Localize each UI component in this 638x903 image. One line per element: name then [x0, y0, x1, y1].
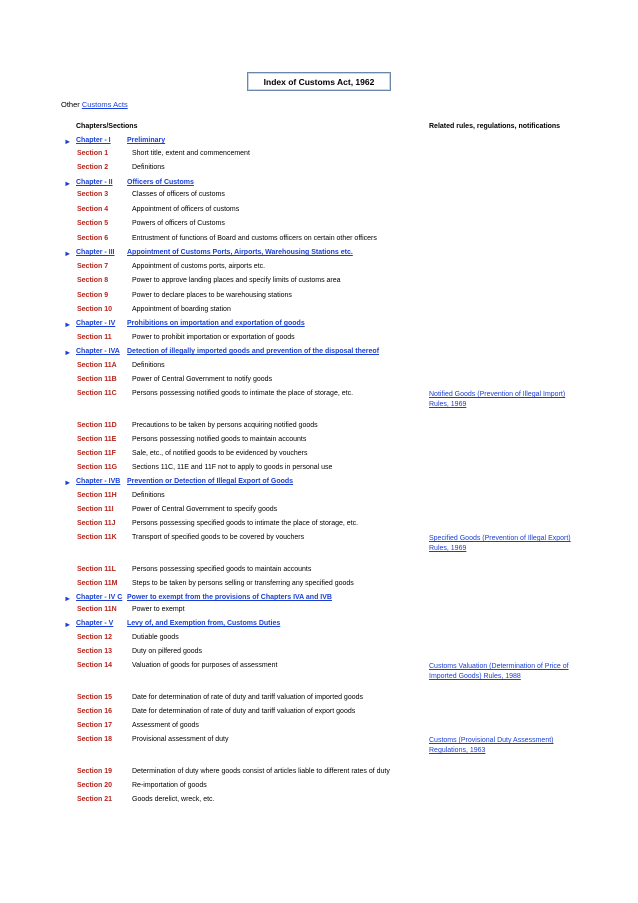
chapter-title-link[interactable]: Prevention or Detection of Illegal Export of Goods: [127, 478, 294, 485]
chapter-title-link[interactable]: Detection of illegally imported goods and prevention of the disposal thereof: [127, 348, 380, 355]
section-number[interactable]: Section 15: [77, 694, 113, 701]
section-title: Persons possessing specified goods to maintain accounts: [132, 566, 312, 573]
expand-arrow-icon[interactable]: ►: [64, 320, 72, 329]
section-title: Power to declare places to be warehousing stations: [132, 292, 292, 299]
section-title: Valuation of goods for purposes of assessment: [132, 662, 278, 669]
section-title: Dutiable goods: [132, 634, 179, 641]
chapter-title-link[interactable]: Power to exempt from the provisions of Chapters IVA and IVB: [127, 594, 332, 601]
section-title: Appointment of boarding station: [132, 306, 231, 313]
expand-arrow-icon[interactable]: ►: [64, 137, 72, 146]
section-number[interactable]: Section 19: [77, 768, 113, 775]
section-number[interactable]: Section 11A: [77, 362, 117, 369]
expand-arrow-icon[interactable]: ►: [64, 620, 72, 629]
related-rules-header: Related rules, regulations, notifications: [429, 123, 561, 130]
section-title: Appointment of officers of customs: [132, 206, 240, 213]
other-prefix: Other: [61, 100, 82, 109]
chapter-title-link[interactable]: Appointment of Customs Ports, Airports, Warehousing Stations etc.: [127, 249, 353, 256]
section-number[interactable]: Section 11D: [77, 422, 117, 429]
section-number[interactable]: Section 3: [77, 191, 109, 198]
section-title: Definitions: [132, 492, 165, 499]
section-number[interactable]: Section 21: [77, 796, 113, 803]
chapter-title-link[interactable]: Prohibitions on importation and exportation of goods: [127, 320, 305, 327]
section-number[interactable]: Section 20: [77, 782, 113, 789]
section-number[interactable]: Section 11J: [77, 520, 116, 527]
section-number[interactable]: Section 11I: [77, 506, 114, 513]
section-title: Re-importation of goods: [132, 782, 207, 789]
section-number[interactable]: Section 11H: [77, 492, 117, 499]
section-title: Powers of officers of Customs: [132, 220, 225, 227]
chapter-link[interactable]: Chapter - II: [76, 179, 113, 186]
related-rule-link[interactable]: Notified Goods (Prevention of Illegal Import) Rules, 1969: [429, 391, 566, 408]
page-title: Index of Customs Act, 1962: [263, 76, 375, 87]
section-title: Goods derelict, wreck, etc.: [132, 796, 215, 803]
section-number[interactable]: Section 5: [77, 220, 109, 227]
section-number[interactable]: Section 2: [77, 164, 109, 171]
section-title: Precautions to be taken by persons acquiring notified goods: [132, 422, 318, 429]
section-number[interactable]: Section 10: [77, 306, 113, 313]
section-title: Duty on pilfered goods: [132, 648, 203, 655]
chapter-link[interactable]: Chapter - IVB: [76, 478, 121, 485]
section-number[interactable]: Section 11: [77, 334, 112, 341]
chapter-link[interactable]: Chapter - III: [76, 249, 115, 256]
section-title: Appointment of customs ports, airports etc.: [132, 263, 266, 270]
expand-arrow-icon[interactable]: ►: [64, 478, 72, 487]
section-title: Steps to be taken by persons selling or transferring any specified goods: [132, 580, 354, 587]
section-title: Transport of specified goods to be covered by vouchers: [132, 534, 305, 541]
chapter-title-link[interactable]: Officers of Customs: [127, 179, 194, 186]
section-title: Persons possessing notified goods to maintain accounts: [132, 436, 307, 443]
section-title: Date for determination of rate of duty and tariff valuation of export goods: [132, 708, 356, 715]
other-acts-line: [61, 100, 128, 109]
section-title: Date for determination of rate of duty and tariff valuation of imported goods: [132, 694, 364, 701]
chapters-sections-header: Chapters/Sections: [76, 123, 138, 130]
expand-arrow-icon[interactable]: ►: [64, 249, 72, 258]
page-title-box: [247, 72, 391, 91]
chapter-link[interactable]: Chapter - V: [76, 620, 114, 627]
section-title: Definitions: [132, 362, 165, 369]
section-number[interactable]: Section 7: [77, 263, 109, 270]
section-title: Persons possessing specified goods to intimate the place of storage, etc.: [132, 520, 359, 527]
chapter-title-link[interactable]: Levy of, and Exemption from, Customs Duties: [127, 620, 281, 627]
section-number[interactable]: Section 17: [77, 722, 113, 729]
section-number[interactable]: Section 11B: [77, 376, 117, 383]
section-number[interactable]: Section 12: [77, 634, 113, 641]
chapter-title-link[interactable]: Preliminary: [127, 137, 166, 144]
section-number[interactable]: Section 11L: [77, 566, 116, 573]
chapter-link[interactable]: Chapter - I: [76, 137, 111, 144]
section-title: Power to exempt: [132, 606, 185, 613]
section-number[interactable]: Section 13: [77, 648, 113, 655]
section-title: Provisional assessment of duty: [132, 736, 229, 743]
section-number[interactable]: Section 4: [77, 206, 109, 213]
section-number[interactable]: Section 8: [77, 277, 109, 284]
section-number[interactable]: Section 1: [77, 150, 109, 157]
chapter-link[interactable]: Chapter - IV C: [76, 594, 123, 601]
related-rule-link[interactable]: Customs Valuation (Determination of Price of Imported Goods) Rules, 1988: [429, 663, 569, 680]
section-number[interactable]: Section 6: [77, 235, 109, 242]
section-title: Power of Central Government to specify goods: [132, 506, 278, 513]
section-number[interactable]: Section 11C: [77, 390, 117, 397]
section-title: Sale, etc., of notified goods to be evidenced by vouchers: [132, 450, 308, 457]
section-title: Power of Central Government to notify goods: [132, 376, 273, 383]
section-title: Power to prohibit importation or exportation of goods: [132, 334, 295, 341]
expand-arrow-icon[interactable]: ►: [64, 594, 72, 603]
section-title: Assessment of goods: [132, 722, 199, 729]
section-title: Persons possessing notified goods to intimate the place of storage, etc.: [132, 390, 354, 397]
section-number[interactable]: Section 18: [77, 736, 113, 743]
related-rule-link[interactable]: Customs (Provisional Duty Assessment) Regulations, 1963: [429, 737, 554, 754]
section-number[interactable]: Section 14: [77, 662, 113, 669]
section-number[interactable]: Section 16: [77, 708, 113, 715]
section-title: Definitions: [132, 164, 165, 171]
section-number[interactable]: Section 11F: [77, 450, 116, 457]
expand-arrow-icon[interactable]: ►: [64, 179, 72, 188]
customs-acts-link[interactable]: Customs Acts: [81, 100, 128, 109]
section-number[interactable]: Section 9: [77, 292, 109, 299]
section-title: Entrustment of functions of Board and customs officers on certain other officers: [132, 235, 377, 242]
section-number[interactable]: Section 11K: [77, 534, 117, 541]
expand-arrow-icon[interactable]: ►: [64, 348, 72, 357]
chapter-link[interactable]: Chapter - IVA: [76, 348, 120, 355]
section-title: Sections 11C, 11E and 11F not to apply to goods in personal use: [132, 464, 333, 471]
chapter-link[interactable]: Chapter - IV: [76, 320, 116, 327]
section-number[interactable]: Section 11G: [77, 464, 118, 471]
related-rule-link[interactable]: Specified Goods (Prevention of Illegal Export) Rules, 1969: [429, 535, 571, 552]
section-title: Classes of officers of customs: [132, 191, 225, 198]
section-title: Short title, extent and commencement: [132, 150, 250, 157]
section-title: Determination of duty where goods consist of articles liable to different rates of duty: [132, 768, 390, 775]
section-number[interactable]: Section 11E: [77, 436, 117, 443]
section-number[interactable]: Section 11N: [77, 606, 117, 613]
section-number[interactable]: Section 11M: [77, 580, 118, 587]
section-title: Power to approve landing places and specify limits of customs area: [132, 277, 341, 284]
